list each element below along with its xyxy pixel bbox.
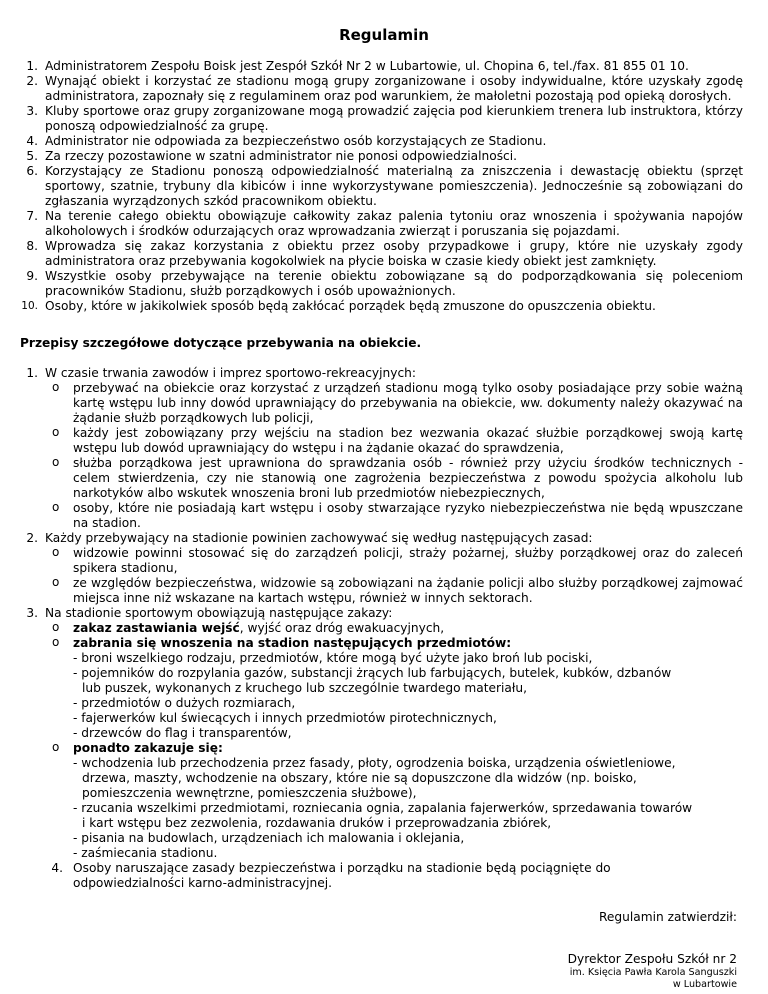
rule-item [0,74,768,104]
rule-item [0,104,768,134]
rule-item [0,164,768,209]
rule-item [0,239,768,269]
sub-item-text: widzowie powinni stosować się do zarządzeń policji, straży pożarnej, służby porządkowej oraz do zaleceń spikera stadionu, [73,546,743,575]
dash-item: - pojemników do rozpylania gazów, substancji żrących lub farbujących, butelek, kubków, dzbanów [73,666,672,680]
section-heading: Przepisy szczegółowe dotyczące przebywania na obiekcie. [20,336,422,350]
dash-item [0,681,768,696]
dash-item [0,771,768,786]
rule-number: 7. [26,209,38,223]
sub-item [0,546,768,576]
rule-number: 4. [26,134,38,148]
sub-item-bold-text: zabrania się wnoszenia na stadion następujących przedmiotów: [73,636,512,650]
general-rules-list [0,59,768,314]
bullet-icon: o [52,455,60,469]
sub-item [0,576,768,606]
sub-item-text: każdy jest zobowiązany przy wejściu na stadion bez wezwania okazać służbie porządkowej swoją kartę wstępu lub dowód uprawniający do wstępu i na żądanie okazać do sprawdzenia, [73,426,743,455]
detail-text: W czasie trwania zawodów i imprez sportowo-rekreacyjnych: [45,366,416,380]
detailed-rules-list [0,366,768,891]
bullet-icon: o [52,620,60,634]
detail-number: 4. [51,861,63,875]
sub-item [0,636,768,651]
rule-item [0,299,768,314]
detail-text: Osoby naruszające zasady bezpieczeństwa i porządku na stadionie będą pociągnięte do [73,861,611,875]
rule-number: 3. [26,104,38,118]
rule-text: Kluby sportowe oraz grupy zorganizowane mogą prowadzić zajęcia pod kierunkiem trenera lub instruktora, którzy ponoszą odpowiedzialność za grupę. [45,104,743,133]
rule-text: Za rzeczy pozostawione w szatni administrator nie ponosi odpowiedzialności. [45,149,518,163]
dash-item-continuation: drzewa, maszty, wchodzenie na obszary, które nie są dopuszczone dla widzów (np. boisko, [82,771,637,785]
bullet-icon: o [52,545,60,559]
dash-item: - zaśmiecania stadionu. [73,846,218,860]
rule-number: 2. [26,74,38,88]
rule-text: Administratorem Zespołu Boisk jest Zespół Szkół Nr 2 w Lubartowie, ul. Chopina 6, tel./fax. 81 855 01 10. [45,59,689,73]
dash-item: - rzucania wszelkimi przedmiotami, rozniecania ognia, zapalania fajerwerków, sprzedawania towarów [73,801,693,815]
dash-item [0,786,768,801]
dash-item-continuation: i kart wstępu bez zezwolenia, rozdawania druków i przeprowadzania zbiórek, [82,816,552,830]
detail-item [0,606,768,621]
detail-item-continuation: odpowiedzialności karno-administracyjnej. [73,876,332,890]
bullet-icon: o [52,635,60,649]
dash-item: - przedmiotów o dużych rozmiarach, [73,696,296,710]
rule-item [0,134,768,149]
sub-item-text: służba porządkowa jest uprawniona do sprawdzania osób - również przy użyciu środków technicznych - celem stwierdzenia, czy nie stanowią one zagrożenia bezpieczeństwa z powodu spożycia alkoholu lub narkotyków albo wskutek wnoszenia broni lub przedmiotów niebezpiecznych, [73,456,743,500]
rule-text: Wynająć obiekt i korzystać ze stadionu mogą grupy zorganizowane i osoby indywidualne, które uzyskały zgodę administratora, zapoznały się z regulaminem oraz pod warunkiem, że małoletni pozostają pod opieką dorosłych. [45,74,743,103]
dash-item: - fajerwerków kul świecących i innych przedmiotów pirotechnicznych, [73,711,497,725]
rule-number: 5. [26,149,38,163]
school-city: w Lubartowie [672,979,737,990]
sub-item-text: przebywać na obiekcie oraz korzystać z urządzeń stadionu mogą tylko osoby posiadające przy sobie ważną kartę wstępu lub inny dowód uprawniający do przebywania na obiekcie, ww. dokumenty należy okazywać na żądanie służb porządkowych lub policji, [73,381,743,425]
sub-item-text: , wyjść oraz dróg ewakuacyjnych, [239,621,445,635]
bullet-icon: o [52,380,60,394]
rule-text: Wszystkie osoby przebywające na terenie obiektu zobowiązane są do podporządkowania się poleceniom pracowników Stadionu, służb porządkowych i osób upoważnionych. [45,269,743,298]
rule-text: Administrator nie odpowiada za bezpieczeństwo osób korzystających ze Stadionu. [45,134,547,148]
rule-item [0,269,768,299]
rule-text: Osoby, które w jakikolwiek sposób będą zakłócać porządek będą zmuszone do opuszczenia obiektu. [45,299,656,313]
sub-item [0,741,768,756]
rule-text: Korzystający ze Stadionu ponoszą odpowiedzialność materialną za zniszczenia i dewastację obiektu (sprzęt sportowy, szatnie, trybuny dla kibiców i inne wykorzystywane pomieszczenia). Jednocześnie są zobowiązani do zgłaszania wyrządzonych szkód pracownikom obiektu. [45,164,743,208]
approval-label: Regulamin zatwierdził: [599,910,737,924]
rule-item [0,209,768,239]
sub-item-bold-text: zakaz zastawiania wejść [73,621,240,635]
rule-text: Wprowadza się zakaz korzystania z obiektu przez osoby przypadkowe i grupy, które nie uzyskały zgody administratora oraz przebywania kogokolwiek na płycie boiska w czasie kiedy obiekt jest zamknięty. [45,239,743,268]
rule-number: 6. [26,164,38,178]
bullet-icon: o [52,425,60,439]
sub-item-bold-text: ponadto zakazuje się: [73,741,223,755]
detail-number: 2. [26,531,38,545]
sub-item [0,501,768,531]
dash-item: - drzewców do flag i transparentów, [73,726,292,740]
school-name: im. Księcia Pawła Karola Sanguszki [569,967,737,978]
detail-item [0,861,768,876]
sub-item-text: osoby, które nie posiadają kart wstępu i osoby stwarzające ryzyko niebezpieczeństwa nie będą wpuszczane na stadion. [73,501,743,530]
bullet-icon: o [52,740,60,754]
sub-item [0,426,768,456]
detail-number: 3. [26,606,38,620]
dash-item: - wchodzenia lub przechodzenia przez fasady, płoty, ogrodzenia boiska, urządzenia oświetleniowe, [73,756,676,770]
rule-item [0,149,768,164]
rule-number: 9. [26,269,38,283]
dash-item: - pisania na budowlach, urządzeniach ich malowania i oklejania, [73,831,465,845]
rule-item [0,59,768,74]
dash-item [0,816,768,831]
dash-item-continuation: lub puszek, wykonanych z kruchego lub szczególnie twardego materiału, [82,681,527,695]
sub-item [0,456,768,501]
detail-item [0,531,768,546]
detail-text: Na stadionie sportowym obowiązują następujące zakazy: [45,606,393,620]
rule-number: 8. [26,239,38,253]
director-title: Dyrektor Zespołu Szkół nr 2 [567,952,737,966]
dash-item-continuation: pomieszczenia wewnętrzne, pomieszczenia służbowe), [82,786,417,800]
detail-text: Każdy przebywający na stadionie powinien zachowywać się według następujących zasad: [45,531,593,545]
sub-item [0,381,768,426]
bullet-icon: o [52,500,60,514]
bullet-icon: o [52,575,60,589]
rule-number: 10. [21,300,38,312]
detail-item [0,366,768,381]
sub-item [0,621,768,636]
sub-item-text: ze względów bezpieczeństwa, widzowie są zobowiązani na żądanie policji albo służby porządkowej zajmować miejsca inne niż wskazane na kartach wstępu, również w innych sektorach. [73,576,743,605]
document-title: Regulamin [339,26,429,44]
dash-item: - broni wszelkiego rodzaju, przedmiotów, które mogą być użyte jako broń lub pociski, [73,651,593,665]
detail-number: 1. [26,366,38,380]
rule-text: Na terenie całego obiektu obowiązuje całkowity zakaz palenia tytoniu oraz wnoszenia i spożywania napojów alkoholowych i środków odurzających oraz wprowadzania zwierząt i poruszania się pojazdami. [45,209,743,238]
rule-number: 1. [26,59,38,73]
